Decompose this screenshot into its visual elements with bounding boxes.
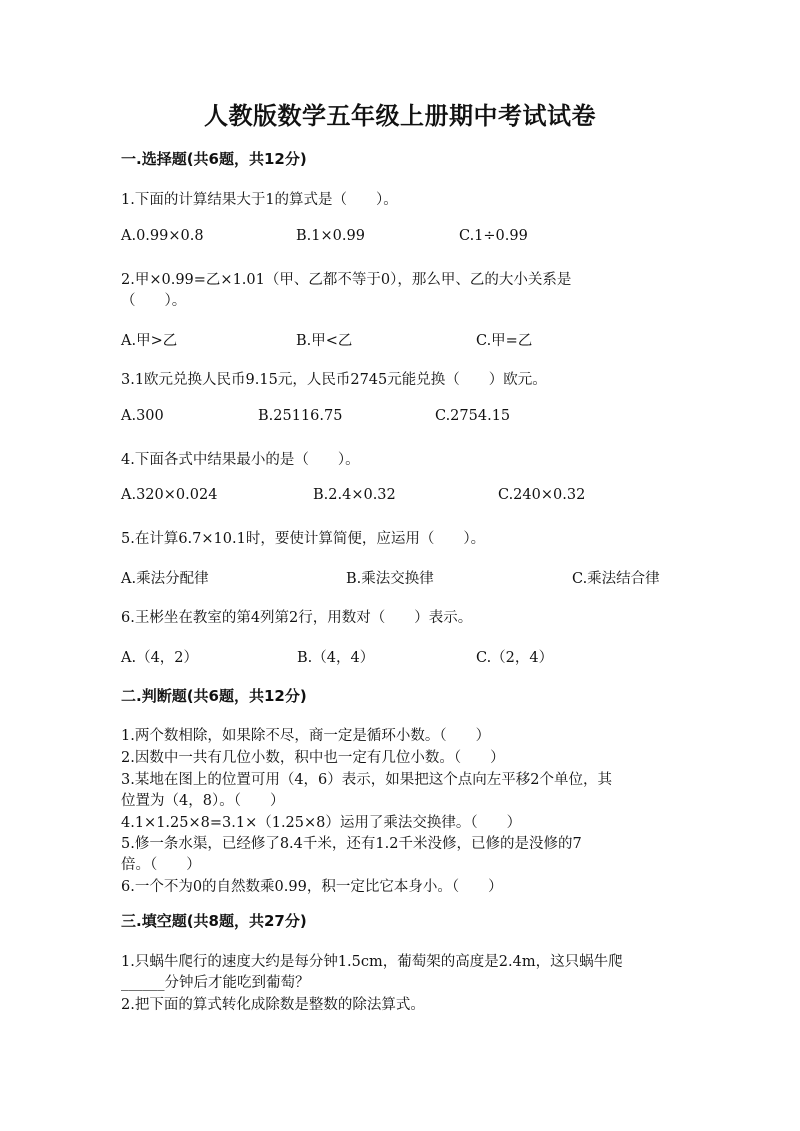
question-text-continued: （ ）。	[121, 293, 187, 309]
statement-line: 4.1×1.25×8=3.1×（1.25×8）运用了乘法交换律。（ ）	[121, 815, 522, 831]
option-c: C.1÷0.99	[459, 228, 528, 244]
option-a: A.300	[121, 408, 164, 424]
question-text: 4.下面各式中结果最小的是（ ）。	[121, 452, 360, 468]
statement-line: 5.修一条水渠，已经修了8.4千米，还有1.2千米没修，已修的是没修的7	[121, 836, 582, 852]
statement-line: 1.两个数相除，如果除不尽，商一定是循环小数。（ ）	[121, 728, 491, 744]
option-b: B.1×0.99	[296, 228, 365, 244]
question-text: 2.甲×0.99=乙×1.01（甲、乙都不等于0），那么甲、乙的大小关系是	[121, 272, 572, 288]
question-text: 6.王彬坐在教室的第4列第2行，用数对（ ）表示。	[121, 610, 473, 626]
section-heading-true-false: 二.判断题(共6题，共12分)	[121, 687, 307, 705]
statement-line: 位置为（4，8）。（ ）	[121, 793, 285, 809]
question-text: 1.下面的计算结果大于1的算式是（ ）。	[121, 192, 398, 208]
option-c: C.2754.15	[435, 408, 511, 424]
option-b: B.2.4×0.32	[313, 487, 396, 503]
fill-blank-line: 1.只蜗牛爬行的速度大约是每分钟1.5cm，葡萄架的高度是2.4m，这只蜗牛爬	[121, 954, 623, 970]
section-heading-fill-blank: 三.填空题(共8题，共27分)	[121, 912, 307, 930]
statement-line: 3.某地在图上的位置可用（4，6）表示，如果把这个点向左平移2个单位，其	[121, 772, 613, 788]
option-c: C.240×0.32	[498, 487, 586, 503]
fill-blank-line: ______分钟后才能吃到葡萄？	[121, 975, 310, 991]
option-b: B.25116.75	[258, 408, 343, 424]
option-a: A.乘法分配律	[121, 571, 209, 587]
fill-blank-line: 2.把下面的算式转化成除数是整数的除法算式。	[121, 997, 425, 1013]
option-c: C.甲=乙	[476, 333, 533, 349]
option-a: A.0.99×0.8	[121, 228, 204, 244]
question-text: 3.1欧元兑换人民币9.15元，人民币2745元能兑换（ ）欧元。	[121, 372, 547, 388]
page-title: 人教版数学五年级上册期中考试试卷	[204, 102, 596, 130]
option-b: B.甲<乙	[296, 333, 353, 349]
option-a: A.甲>乙	[121, 333, 178, 349]
statement-line: 2.因数中一共有几位小数，积中也一定有几位小数。（ ）	[121, 750, 505, 766]
option-a: A.（4，2）	[121, 650, 199, 666]
statement-line: 倍。（ ）	[121, 857, 201, 873]
option-b: B.（4，4）	[297, 650, 375, 666]
question-text: 5.在计算6.7×10.1时，要使计算简便，应运用（ ）。	[121, 531, 486, 547]
statement-line: 6.一个不为0的自然数乘0.99，积一定比它本身小。（ ）	[121, 879, 503, 895]
option-b: B.乘法交换律	[346, 571, 434, 587]
option-c: C.乘法结合律	[572, 571, 660, 587]
option-a: A.320×0.024	[121, 487, 218, 503]
option-c: C.（2，4）	[476, 650, 554, 666]
section-heading-choice: 一.选择题(共6题，共12分)	[121, 150, 307, 168]
